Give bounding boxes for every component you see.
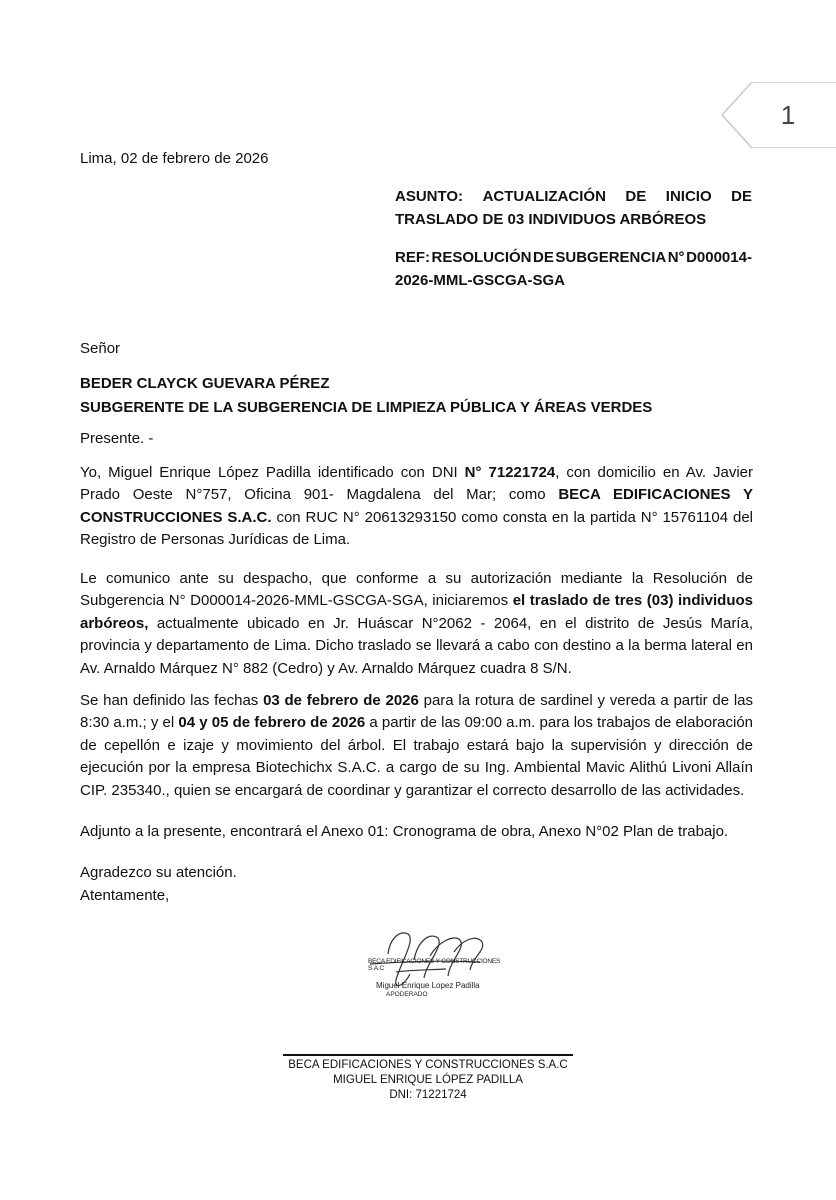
- addressee-block: [80, 372, 652, 420]
- footer-dni: DNI: 71221724: [389, 1089, 467, 1101]
- signature-stamp: [330, 920, 510, 1010]
- subject-word: INICIO: [665, 188, 712, 205]
- p2-bold: el traslado de tres (03) individuos arbóreos,: [80, 592, 753, 632]
- stamp-company: BECA EDIFICACIONES Y CONSTRUCCIONES S.A.C: [368, 958, 501, 972]
- page-number: 1: [780, 100, 796, 130]
- p3-bold-date-2: 04 y 05 de febrero de 2026: [178, 714, 366, 732]
- footer-company: BECA EDIFICACIONES Y CONSTRUCCIONES S.A.C: [288, 1059, 568, 1071]
- page-number-tab: [722, 82, 836, 148]
- subject-word: ACTUALIZACIÓN: [482, 188, 606, 205]
- subject-word: ASUNTO:: [395, 188, 464, 205]
- letter-date: Lima, 02 de febrero de 2026: [80, 150, 269, 167]
- reference-word: DE: [533, 249, 554, 266]
- reference-block: [395, 246, 752, 292]
- p2-text-b: actualmente ubicado en Jr. Huáscar N°2062 - 2064, en el distrito de Jesús María, provincia y departamento de Lima. Dicho traslado se llevará a cabo con destino a la berma lateral en Av. Arnaldo Márquez N° 882 (Cedro) y Av. Arnaldo Márquez cuadra 8 S/N.: [80, 614, 753, 677]
- reference-word: N°: [667, 249, 685, 266]
- footer-name: MIGUEL ENRIQUE LÓPEZ PADILLA: [333, 1074, 523, 1086]
- reference-word: REF:: [395, 249, 430, 266]
- addressee-position: SUBGERENTE DE LA SUBGERENCIA DE LIMPIEZA PÚBLICA Y ÁREAS VERDES: [80, 399, 653, 416]
- reference-line-1: [395, 246, 752, 269]
- subject-line-1: [395, 185, 752, 208]
- signature-footer: [283, 1058, 573, 1103]
- reference-line-2: 2026-MML-GSCGA-SGA: [395, 272, 566, 289]
- p1-dni: N° 71221724: [464, 464, 556, 481]
- stamp-name: Miguel Enrique Lopez Padilla: [376, 981, 480, 990]
- p1-text-a: Yo, Miguel Enrique López Padilla identificado con DNI: [80, 464, 465, 481]
- paragraph-attachments: Adjunto a la presente, encontrará el Anexo 01: Cronograma de obra, Anexo N°02 Plan de trabajo.: [80, 823, 729, 840]
- salutation: Señor: [80, 340, 121, 357]
- p1-text-b: , con domicilio en Av. Javier Prado Oeste N°757, Oficina 901- Magdalena del Mar; como: [80, 464, 753, 504]
- p2-text-a: Le comunico ante su despacho, que conforme a su autorización mediante la Resolución de Subgerencia N° D000014-2026-MML-GSCGA-SGA, iniciaremos: [80, 570, 753, 610]
- addressee-name: BEDER CLAYCK GUEVARA PÉREZ: [80, 375, 330, 392]
- p3-bold-date-1: 03 de febrero de 2026: [263, 692, 419, 709]
- subject-line-2: TRASLADO DE 03 INDIVIDUOS ARBÓREOS: [395, 211, 707, 228]
- paragraph-communication: [80, 568, 753, 680]
- subject-block: [395, 185, 752, 231]
- signature-line: [283, 1054, 573, 1056]
- paragraph-identification: [80, 462, 753, 552]
- p1-company: BECA EDIFICACIONES Y CONSTRUCCIONES S.A.C.: [80, 486, 753, 526]
- p1-text-c: con RUC N° 20613293150 como consta en la partida N° 15761104 del Registro de Personas Jurídicas de Lima.: [80, 508, 753, 549]
- p3-text-a: Se han definido las fechas: [80, 692, 264, 709]
- p3-text-c: a partir de las 09:00 a.m. para los trabajos de elaboración de cepellón e izaje y movimiento del árbol. El trabajo estará bajo la supervisión y dirección de ejecución por la empresa Biotechichx S.A.C. a cargo de su Ing. Ambiental Mavic Alithú Livoni Allaín CIP. 235340., quien se encargará de coordinar y garantizar el correcto desarrollo de las actividades.: [80, 714, 753, 799]
- paragraph-schedule: [80, 690, 753, 802]
- reference-word: D000014-: [686, 249, 752, 266]
- closing-regards: Atentamente,: [80, 887, 170, 904]
- stamp-role: APODERADO: [386, 991, 428, 998]
- presente-line: Presente. -: [80, 430, 154, 447]
- closing-thanks: Agradezco su atención.: [80, 864, 237, 881]
- reference-word: RESOLUCIÓN: [431, 249, 532, 266]
- closing-block: [80, 861, 237, 907]
- subject-word: DE: [731, 188, 752, 205]
- p3-text-b: para la rotura de sardinel y vereda a partir de las 8:30 a.m.; y el: [80, 692, 754, 732]
- reference-word: SUBGERENCIA: [555, 249, 667, 266]
- subject-word: DE: [625, 188, 647, 205]
